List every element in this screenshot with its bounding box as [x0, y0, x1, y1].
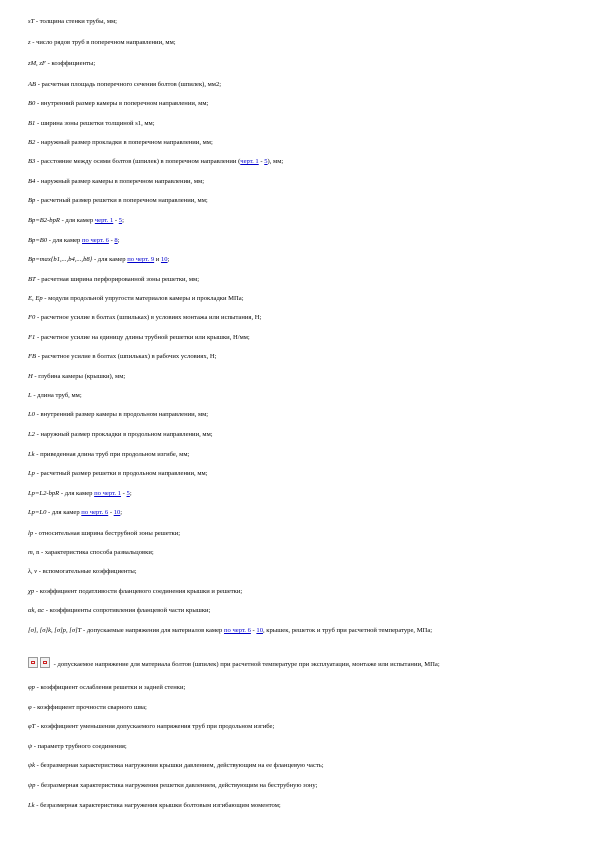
- description: - внутренний размер камеры в поперечном направлении, мм;: [35, 100, 209, 107]
- definition-line: [28, 295, 573, 303]
- description: - коэффициенты;: [45, 60, 96, 67]
- description: - расстояние между осями болтов (шпилек) в поперечном направлении (: [35, 158, 241, 165]
- description: - параметр трубного соединения;: [32, 743, 127, 750]
- definition-line: [28, 470, 573, 478]
- symbol: z: [28, 39, 31, 46]
- description: - наружный размер прокладки в поперечном направлении, мм;: [35, 139, 213, 146]
- symbol: Bp=B0: [28, 237, 48, 244]
- drawing-reference-link[interactable]: черт. 1: [240, 158, 259, 165]
- drawing-reference-link[interactable]: 5: [264, 158, 268, 165]
- range-separator: -: [108, 237, 115, 244]
- symbol: ψp: [28, 782, 36, 789]
- symbol: B0: [28, 100, 36, 107]
- description: - расчетное усилие в болтах (шпильках) в условиях монтажа или испытания, Н;: [35, 314, 262, 321]
- description: - вспомогательные коэффициенты;: [37, 568, 137, 575]
- description: - расчетная ширина перфорированной зоны решетки, мм;: [35, 276, 200, 283]
- description: - безразмерная характеристика нагружения решетки давлением, действующим на беструбную зону;: [35, 782, 318, 789]
- symbol: AB: [28, 81, 37, 88]
- range-separator: -: [108, 509, 114, 516]
- definition-line: [28, 723, 573, 731]
- definition-line: [28, 684, 573, 692]
- description: - наружный размер камеры в поперечном направлении, мм;: [35, 178, 205, 185]
- symbol: F0: [28, 314, 36, 321]
- symbol: FB: [28, 353, 37, 360]
- description-tail: ;: [120, 509, 123, 516]
- drawing-reference-link[interactable]: 8: [114, 237, 118, 244]
- description: - расчетный размер решетки в продольном направлении, мм;: [34, 470, 208, 477]
- symbol: L2: [28, 431, 35, 438]
- definition-line: [28, 39, 573, 47]
- description: - коэффициент уменьшения допускаемого напряжения труб при продольном изгибе;: [35, 723, 275, 730]
- description: - ширина зоны решетки толщиной s1, мм;: [35, 120, 155, 127]
- definition-line: [28, 237, 573, 245]
- definition-line: [28, 276, 573, 284]
- symbol: [σ], [σ]k, [σ]p, [σ]T: [28, 627, 82, 634]
- description: - допускаемое напряжение для материала болтов (шпилек) при расчетной температуре при эксплуатации, монтаже или испытании, МПа;: [52, 661, 440, 668]
- definition-line: [28, 743, 573, 751]
- drawing-reference-link[interactable]: 5: [118, 217, 123, 224]
- description: - коэффициент ослабления решетки и задней стенки;: [34, 684, 186, 691]
- description-tail: ;: [122, 217, 124, 224]
- range-separator: и: [154, 256, 161, 263]
- symbol: L: [28, 392, 32, 399]
- range-separator: -: [258, 158, 265, 165]
- definition-line: [28, 549, 573, 557]
- symbol: H: [28, 373, 33, 380]
- definition-line: [28, 704, 573, 712]
- description: , n - характеристика способа развальцовки;: [32, 549, 154, 556]
- drawing-reference-link[interactable]: по черт. 6: [223, 627, 251, 634]
- definition-line: [28, 18, 573, 26]
- drawing-reference-link[interactable]: по черт. 6: [81, 509, 109, 516]
- description: - для камер: [46, 509, 82, 516]
- description-tail: ;: [117, 237, 120, 244]
- symbol: Bp=max{b1,...,b4,...,b8}: [28, 256, 93, 263]
- description: - глубина камеры (крышки), мм;: [32, 373, 126, 380]
- description: - внутренний размер камеры в продольном направлении, мм;: [34, 411, 209, 418]
- description: - длина труб, мм;: [31, 392, 82, 399]
- definition-line: [28, 762, 573, 770]
- drawing-reference-link[interactable]: 5: [126, 490, 130, 497]
- description: - коэффициент податливости фланцевого соединения крышки и решетки;: [34, 588, 243, 595]
- description: - наружный размер прокладки в продольном направлении, мм;: [34, 431, 213, 438]
- definition-line: [28, 120, 573, 128]
- description: - расчетная площадь поперечного сечения болтов (шпилек), мм2;: [36, 81, 222, 88]
- symbol: Lk: [28, 802, 35, 809]
- symbol: B2: [28, 139, 36, 146]
- symbol: E, Ep: [28, 295, 43, 302]
- drawing-reference-link[interactable]: по черт. 1: [94, 490, 122, 497]
- symbol: φT: [28, 723, 36, 730]
- symbol: sT: [28, 18, 35, 25]
- definition-line: [28, 178, 573, 186]
- symbol: L0: [28, 411, 35, 418]
- description-tail: ), мм;: [267, 158, 284, 165]
- description: - модули продольной упругости материалов камеры и прокладки МПа;: [42, 295, 244, 302]
- definition-line: [28, 588, 573, 596]
- symbol: Lp: [28, 470, 35, 477]
- description: - для камер: [47, 237, 83, 244]
- definition-line: [28, 81, 573, 89]
- description: - толщина стенки трубы, мм;: [34, 18, 118, 25]
- symbol: ψk: [28, 762, 36, 769]
- symbol: B1: [28, 120, 36, 127]
- definition-line: [28, 197, 573, 205]
- symbol: λ, ν: [28, 568, 38, 575]
- definition-line: [28, 314, 573, 322]
- description: - безразмерная характеристика нагружения крышки давлением, действующим на ее фланцевую часть;: [35, 762, 324, 769]
- symbol: Lp=L0: [28, 509, 47, 516]
- description: - безразмерная характеристика нагружения крышки болтовым изгибающим моментом;: [34, 802, 281, 809]
- symbol: BT: [28, 276, 36, 283]
- drawing-reference-link[interactable]: черт. 1: [94, 217, 114, 224]
- description-tail: , крышек, решеток и труб при расчетной температуре, МПа;: [262, 627, 433, 634]
- description: - относительная ширина беструбной зоны решетки;: [33, 530, 181, 537]
- symbol: ψ: [28, 743, 33, 750]
- definition-line: [28, 60, 573, 68]
- description: - приведенная длина труб при продольном изгибе, мм;: [34, 451, 190, 458]
- definition-line: [28, 353, 573, 361]
- definition-line: [28, 530, 573, 538]
- drawing-reference-link[interactable]: 10: [256, 627, 263, 634]
- range-separator: -: [121, 490, 127, 497]
- description-tail: ;: [129, 490, 132, 497]
- description: - для камер: [59, 490, 95, 497]
- description: - расчетный размер решетки в поперечном направлении, мм;: [35, 197, 208, 204]
- definition-line: [28, 100, 573, 108]
- symbol: lp: [28, 530, 34, 537]
- description: - для камер: [59, 217, 95, 224]
- definition-line: [28, 607, 573, 615]
- symbol: Bp=B2-bpR: [28, 217, 60, 224]
- symbol: φp: [28, 684, 35, 691]
- definition-line: [28, 392, 573, 400]
- drawing-reference-link[interactable]: по черт. 9: [127, 256, 155, 263]
- definition-line: [28, 568, 573, 576]
- definition-line: [28, 256, 573, 264]
- definition-line: [28, 509, 573, 517]
- description: - коэффициент прочности сварного шва;: [31, 704, 147, 711]
- symbol: φ: [28, 704, 32, 711]
- description-tail: ;: [167, 256, 170, 263]
- definition-line: [28, 451, 573, 459]
- symbol: χp: [28, 588, 35, 595]
- symbol: F1: [28, 334, 36, 341]
- definition-line: [28, 490, 573, 498]
- symbol: zM, zF: [28, 60, 46, 67]
- range-separator: -: [250, 627, 257, 634]
- definition-line: [28, 411, 573, 419]
- definition-line: [28, 217, 573, 225]
- definition-line: [28, 334, 573, 342]
- definition-line: [28, 158, 573, 166]
- symbol: αk, αc: [28, 607, 45, 614]
- symbol: B4: [28, 178, 36, 185]
- definition-line: [28, 627, 573, 635]
- symbol: Lk: [28, 451, 35, 458]
- symbol: Lp=L2-bpR: [28, 490, 60, 497]
- description: - расчетное усилие в болтах (шпильках) в рабочих условиях, Н;: [36, 353, 217, 360]
- description: - для камер: [92, 256, 128, 263]
- description: - расчетное усилие на единицу длины трубной решетки или крышки, Н/мм;: [35, 334, 250, 341]
- definition-line: [28, 657, 573, 669]
- definition-line: [28, 431, 573, 439]
- description: - допускаемые напряжения для материалов камер: [81, 627, 224, 634]
- definition-line: [28, 782, 573, 790]
- range-separator: -: [113, 217, 119, 224]
- drawing-reference-link[interactable]: 10: [113, 509, 121, 516]
- broken-image-icon: [40, 657, 50, 668]
- symbol: B3: [28, 158, 36, 165]
- description: - коэффициенты сопротивления фланцевой части крышки;: [44, 607, 211, 614]
- broken-image-icon: [28, 657, 38, 668]
- definition-line: [28, 373, 573, 381]
- definition-line: [28, 802, 573, 810]
- drawing-reference-link[interactable]: 10: [160, 256, 168, 263]
- symbol: Bp: [28, 197, 36, 204]
- drawing-reference-link[interactable]: по черт. 6: [82, 237, 109, 244]
- symbol: m: [28, 549, 33, 556]
- description: - число рядов труб в поперечном направлении, мм;: [30, 39, 176, 46]
- definition-line: [28, 139, 573, 147]
